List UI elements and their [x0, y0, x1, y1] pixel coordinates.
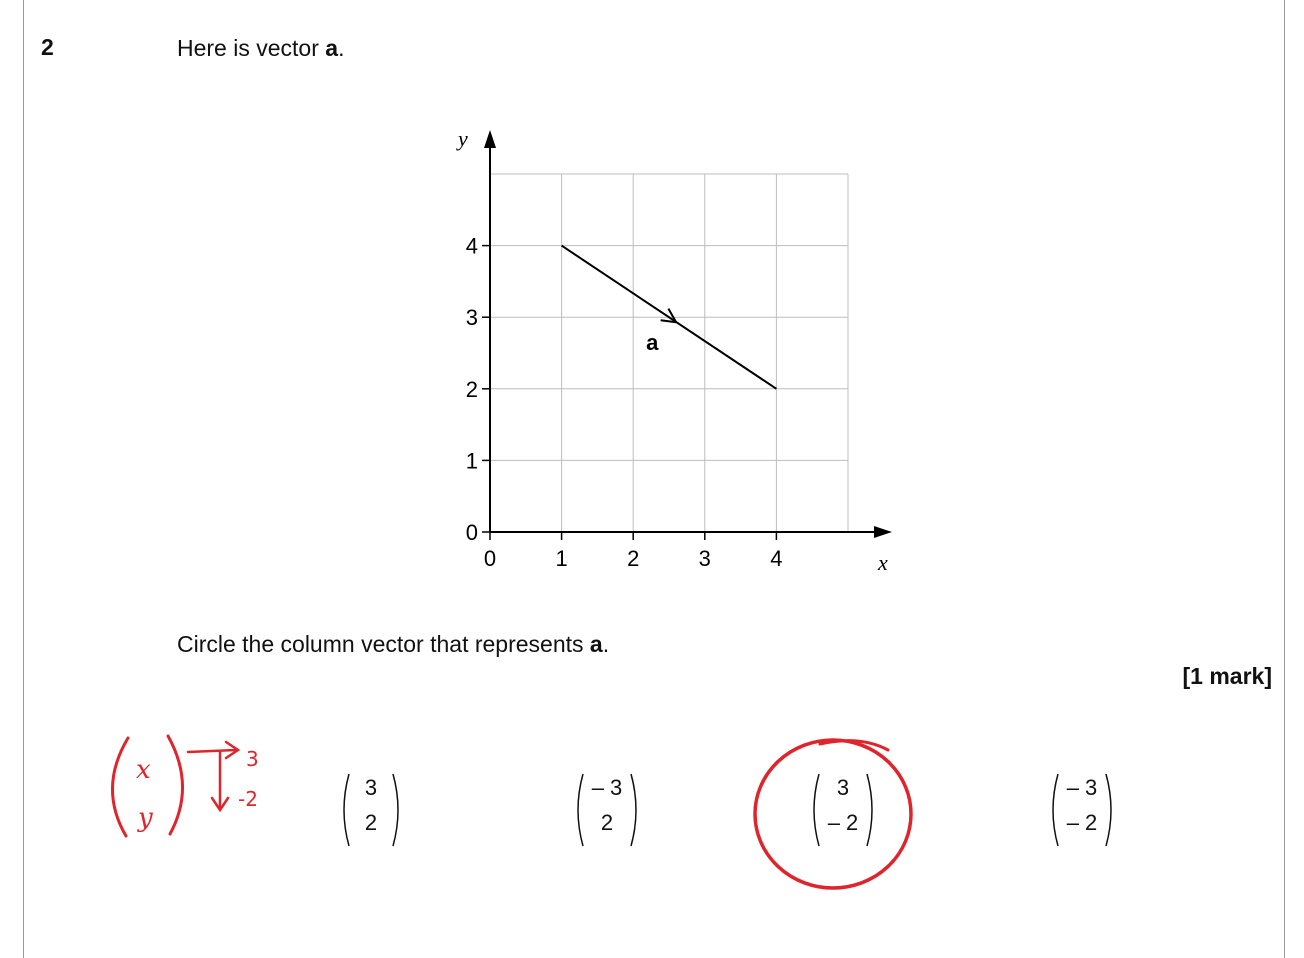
- hand-y: y: [138, 803, 153, 833]
- marks-label: [1 mark]: [1182, 663, 1272, 689]
- option-1-top: 3: [364, 775, 378, 800]
- y-tick-label-0: 0: [465, 520, 478, 545]
- option-4-top: – 3: [1066, 775, 1098, 800]
- x-tick-label-2: 2: [627, 546, 640, 571]
- option-3-bottom: – 2: [827, 810, 859, 835]
- option-2-bottom: 2: [600, 810, 614, 835]
- x-tick-label-0: 0: [483, 546, 497, 571]
- y-tick-label-2: 2: [465, 376, 478, 402]
- y-axis-label: y: [458, 126, 468, 151]
- hand-x: x: [136, 755, 151, 785]
- hand-step-x: 3: [246, 747, 259, 771]
- option-4[interactable]: [1042, 770, 1122, 850]
- x-axis-label: x: [878, 550, 888, 575]
- option-2-top: – 3: [591, 775, 623, 800]
- x-tick-label-4: 4: [770, 546, 783, 571]
- x-tick-label-3: 3: [698, 546, 711, 571]
- intro-text: Here is vector: [177, 35, 326, 61]
- y-tick-label-3: 3: [465, 305, 478, 331]
- vector-graph: [440, 120, 900, 590]
- question-number: 2: [41, 34, 54, 60]
- instruction-vector-name: a: [589, 631, 603, 657]
- option-1[interactable]: [331, 770, 411, 850]
- vector-a-label: a: [646, 330, 659, 356]
- intro-vector-name: a: [325, 35, 339, 61]
- option-3[interactable]: [803, 770, 883, 850]
- hand-step-y: -2: [238, 787, 258, 811]
- y-axis-arrow-icon: [484, 130, 496, 148]
- instruction-end: .: [602, 631, 610, 657]
- option-2[interactable]: [567, 770, 647, 850]
- x-axis-arrow-icon: [874, 526, 892, 538]
- option-1-bottom: 2: [364, 810, 378, 835]
- question-instruction: [177, 631, 609, 658]
- x-tick-label-1: 1: [555, 546, 568, 571]
- y-tick-label-1: 1: [465, 448, 478, 474]
- option-4-bottom: – 2: [1066, 810, 1098, 835]
- option-3-top: 3: [836, 775, 850, 800]
- question-intro: [177, 35, 344, 62]
- y-tick-label-4: 4: [465, 233, 478, 259]
- instruction-text: Circle the column vector that represents: [177, 631, 590, 657]
- intro-end: .: [338, 35, 345, 61]
